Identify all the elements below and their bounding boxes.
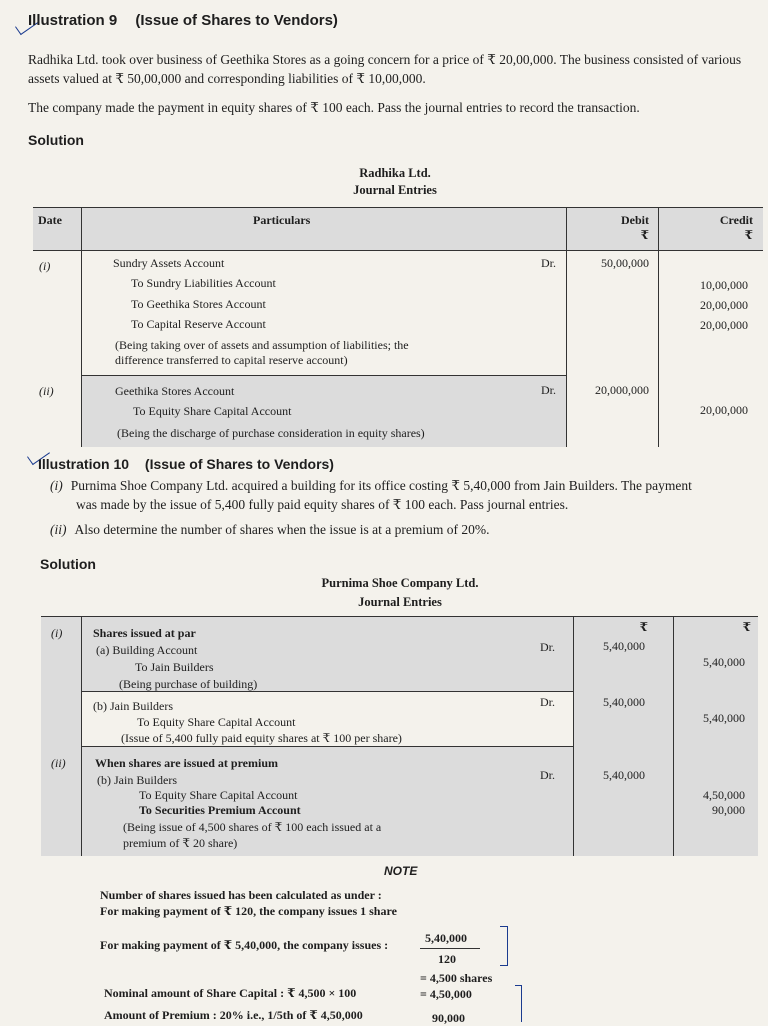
illustration-9-paragraph-2: The company made the payment in equity shares of ₹ 100 each. Pass the journal entries to record the transaction. [28, 100, 640, 115]
row-3-line-b: (b) Jain Builders [97, 773, 177, 787]
entry-2-line-2: To Equity Share Capital Account [133, 404, 292, 418]
heading-label: Illustration 9 [28, 12, 118, 29]
solution-heading-2: Solution [40, 556, 96, 572]
nominal-label: Nominal amount of Share Capital : ₹ 4,500 × 100 [104, 986, 357, 1000]
question-1-number: (i) [50, 478, 63, 493]
question-1 [50, 476, 762, 495]
entry-2-narration: (Being the discharge of purchase consideration in equity shares) [117, 426, 425, 440]
fraction-numerator: 5,40,000 [425, 931, 467, 945]
premium-value: 90,000 [432, 1011, 465, 1025]
table-2-journal-title: Journal Entries [358, 595, 442, 609]
note-title: NOTE [384, 864, 418, 878]
result-shares: = 4,500 shares [420, 971, 493, 985]
handwritten-bracket-2 [515, 985, 522, 1022]
question-1-text-a: Purnima Shoe Company Ltd. acquired a building for its office costing ₹ 5,40,000 from Jain Builders. The payment [70, 478, 692, 493]
premium-label: Amount of Premium : 20% i.e., 1/5th of ₹ 4,50,000 [104, 1008, 363, 1022]
entry-1-credit-3: 20,00,000 [700, 318, 748, 332]
row-2-to: To Equity Share Capital Account [137, 715, 296, 729]
question-2-text: Also determine the number of shares when the issue is at a premium of 20%. [74, 522, 490, 537]
entry-1-line-3: To Geethika Stores Account [131, 297, 266, 311]
entry-2-credit: 20,00,000 [700, 403, 748, 417]
nominal-value: = 4,50,000 [420, 987, 472, 1001]
row-1-title: Shares issued at par [93, 626, 196, 640]
question-2-number: (ii) [50, 522, 67, 537]
row-1-dr: Dr. [540, 640, 555, 654]
debit-label: Debit [621, 213, 649, 227]
table-1-header-row [33, 207, 763, 250]
row-3-debit: 5,40,000 [603, 768, 645, 782]
entry-1-credit-1: 10,00,000 [700, 278, 748, 292]
entry-2-dr: Dr. [541, 383, 556, 397]
debit-rupee: ₹ [640, 228, 649, 242]
entry-2-debit: 20,000,000 [595, 383, 649, 397]
illustration-9-heading [28, 12, 338, 29]
solution-heading-1: Solution [28, 132, 84, 148]
row-1-credit: 5,40,000 [703, 655, 745, 669]
handwritten-bracket [500, 926, 508, 966]
heading-label: Illustration 10 [38, 456, 130, 472]
entry-1-line-1: Sundry Assets Account [113, 256, 225, 270]
row-2-narration: (Issue of 5,400 fully paid equity shares at ₹ 100 per share) [121, 731, 402, 745]
question-2 [50, 520, 490, 539]
note-line-2: For making payment of ₹ 120, the company issues 1 share [100, 904, 397, 918]
row-1-to: To Jain Builders [135, 660, 214, 674]
entry-2-date: (ii) [39, 384, 54, 398]
fraction-bar [420, 948, 480, 949]
illustration-10-heading [38, 456, 334, 472]
entry-1-narration-2: difference transferred to capital reserve account) [115, 353, 348, 367]
row-1-narration: (Being purchase of building) [119, 677, 258, 691]
entry-2-line-1: Geethika Stores Account [115, 384, 235, 398]
table-1-journal-title: Journal Entries [353, 183, 437, 197]
row-3-title: When shares are issued at premium [95, 756, 279, 770]
col-debit [566, 213, 649, 243]
row-2-debit: 5,40,000 [603, 695, 645, 709]
entry-1-date: (i) [39, 259, 51, 273]
entry-1-narration-1: (Being taking over of assets and assumption of liabilities; the [115, 338, 409, 352]
heading-subtitle: (Issue of Shares to Vendors) [135, 12, 338, 29]
entry-1-line-2: To Sundry Liabilities Account [131, 276, 276, 290]
row-3-credit-2: 90,000 [712, 803, 745, 817]
journal-table-1 [33, 207, 763, 447]
illustration-9-paragraph-1: Radhika Ltd. took over business of Geethika Stores as a going concern for a price of ₹ 20,00,000. The business consisted of various assets valued at ₹ 50,00,000 and corresponding liabilities of ₹ 10,00,000. [28, 52, 742, 86]
row-2-dr: Dr. [540, 695, 555, 709]
table-2-shade-credit [673, 616, 758, 856]
row-1-number: (i) [51, 626, 63, 640]
row-3-to-2: To Securities Premium Account [139, 803, 301, 817]
journal-table-2 [41, 616, 758, 856]
col-date: Date [38, 213, 62, 227]
row-3-credit-1: 4,50,000 [703, 788, 745, 802]
col-particulars: Particulars [253, 213, 311, 227]
row-3-dr: Dr. [540, 768, 555, 782]
table-2-shade-col-1 [41, 616, 81, 856]
row-3-narration-2: premium of ₹ 20 share) [123, 836, 238, 850]
col-credit [658, 213, 753, 243]
row-3-number: (ii) [51, 756, 66, 770]
entry-1-line-4: To Capital Reserve Account [131, 317, 266, 331]
entry-1-credit-2: 20,00,000 [700, 298, 748, 312]
table-2-debit-rupee: ₹ [639, 620, 648, 634]
note-line-1: Number of shares issued has been calculated as under : [100, 888, 382, 902]
credit-label: Credit [719, 213, 753, 227]
note-line-3: For making payment of ₹ 5,40,000, the company issues : [100, 938, 389, 952]
row-1-debit: 5,40,000 [603, 639, 645, 653]
row-2-line-b: (b) Jain Builders [93, 699, 173, 713]
table-2-company: Purnima Shoe Company Ltd. [321, 576, 479, 590]
entry-1-debit: 50,00,000 [601, 256, 649, 270]
entry-1-dr: Dr. [541, 256, 556, 270]
heading-subtitle: (Issue of Shares to Vendors) [144, 456, 334, 472]
credit-rupee: ₹ [744, 228, 753, 242]
table-1-company: Radhika Ltd. [359, 166, 431, 180]
table-2-credit-rupee: ₹ [742, 620, 751, 634]
fraction-denominator: 120 [438, 952, 456, 966]
question-1-continued: was made by the issue of 5,400 fully paid equity shares of ₹ 100 each. Pass journal entries. [76, 497, 569, 512]
row-3-narration-1: (Being issue of 4,500 shares of ₹ 100 each issued at a [123, 820, 382, 834]
row-1-line-a: (a) Building Account [96, 643, 198, 657]
row-2-credit: 5,40,000 [703, 711, 745, 725]
row-3-to-1: To Equity Share Capital Account [139, 788, 298, 802]
